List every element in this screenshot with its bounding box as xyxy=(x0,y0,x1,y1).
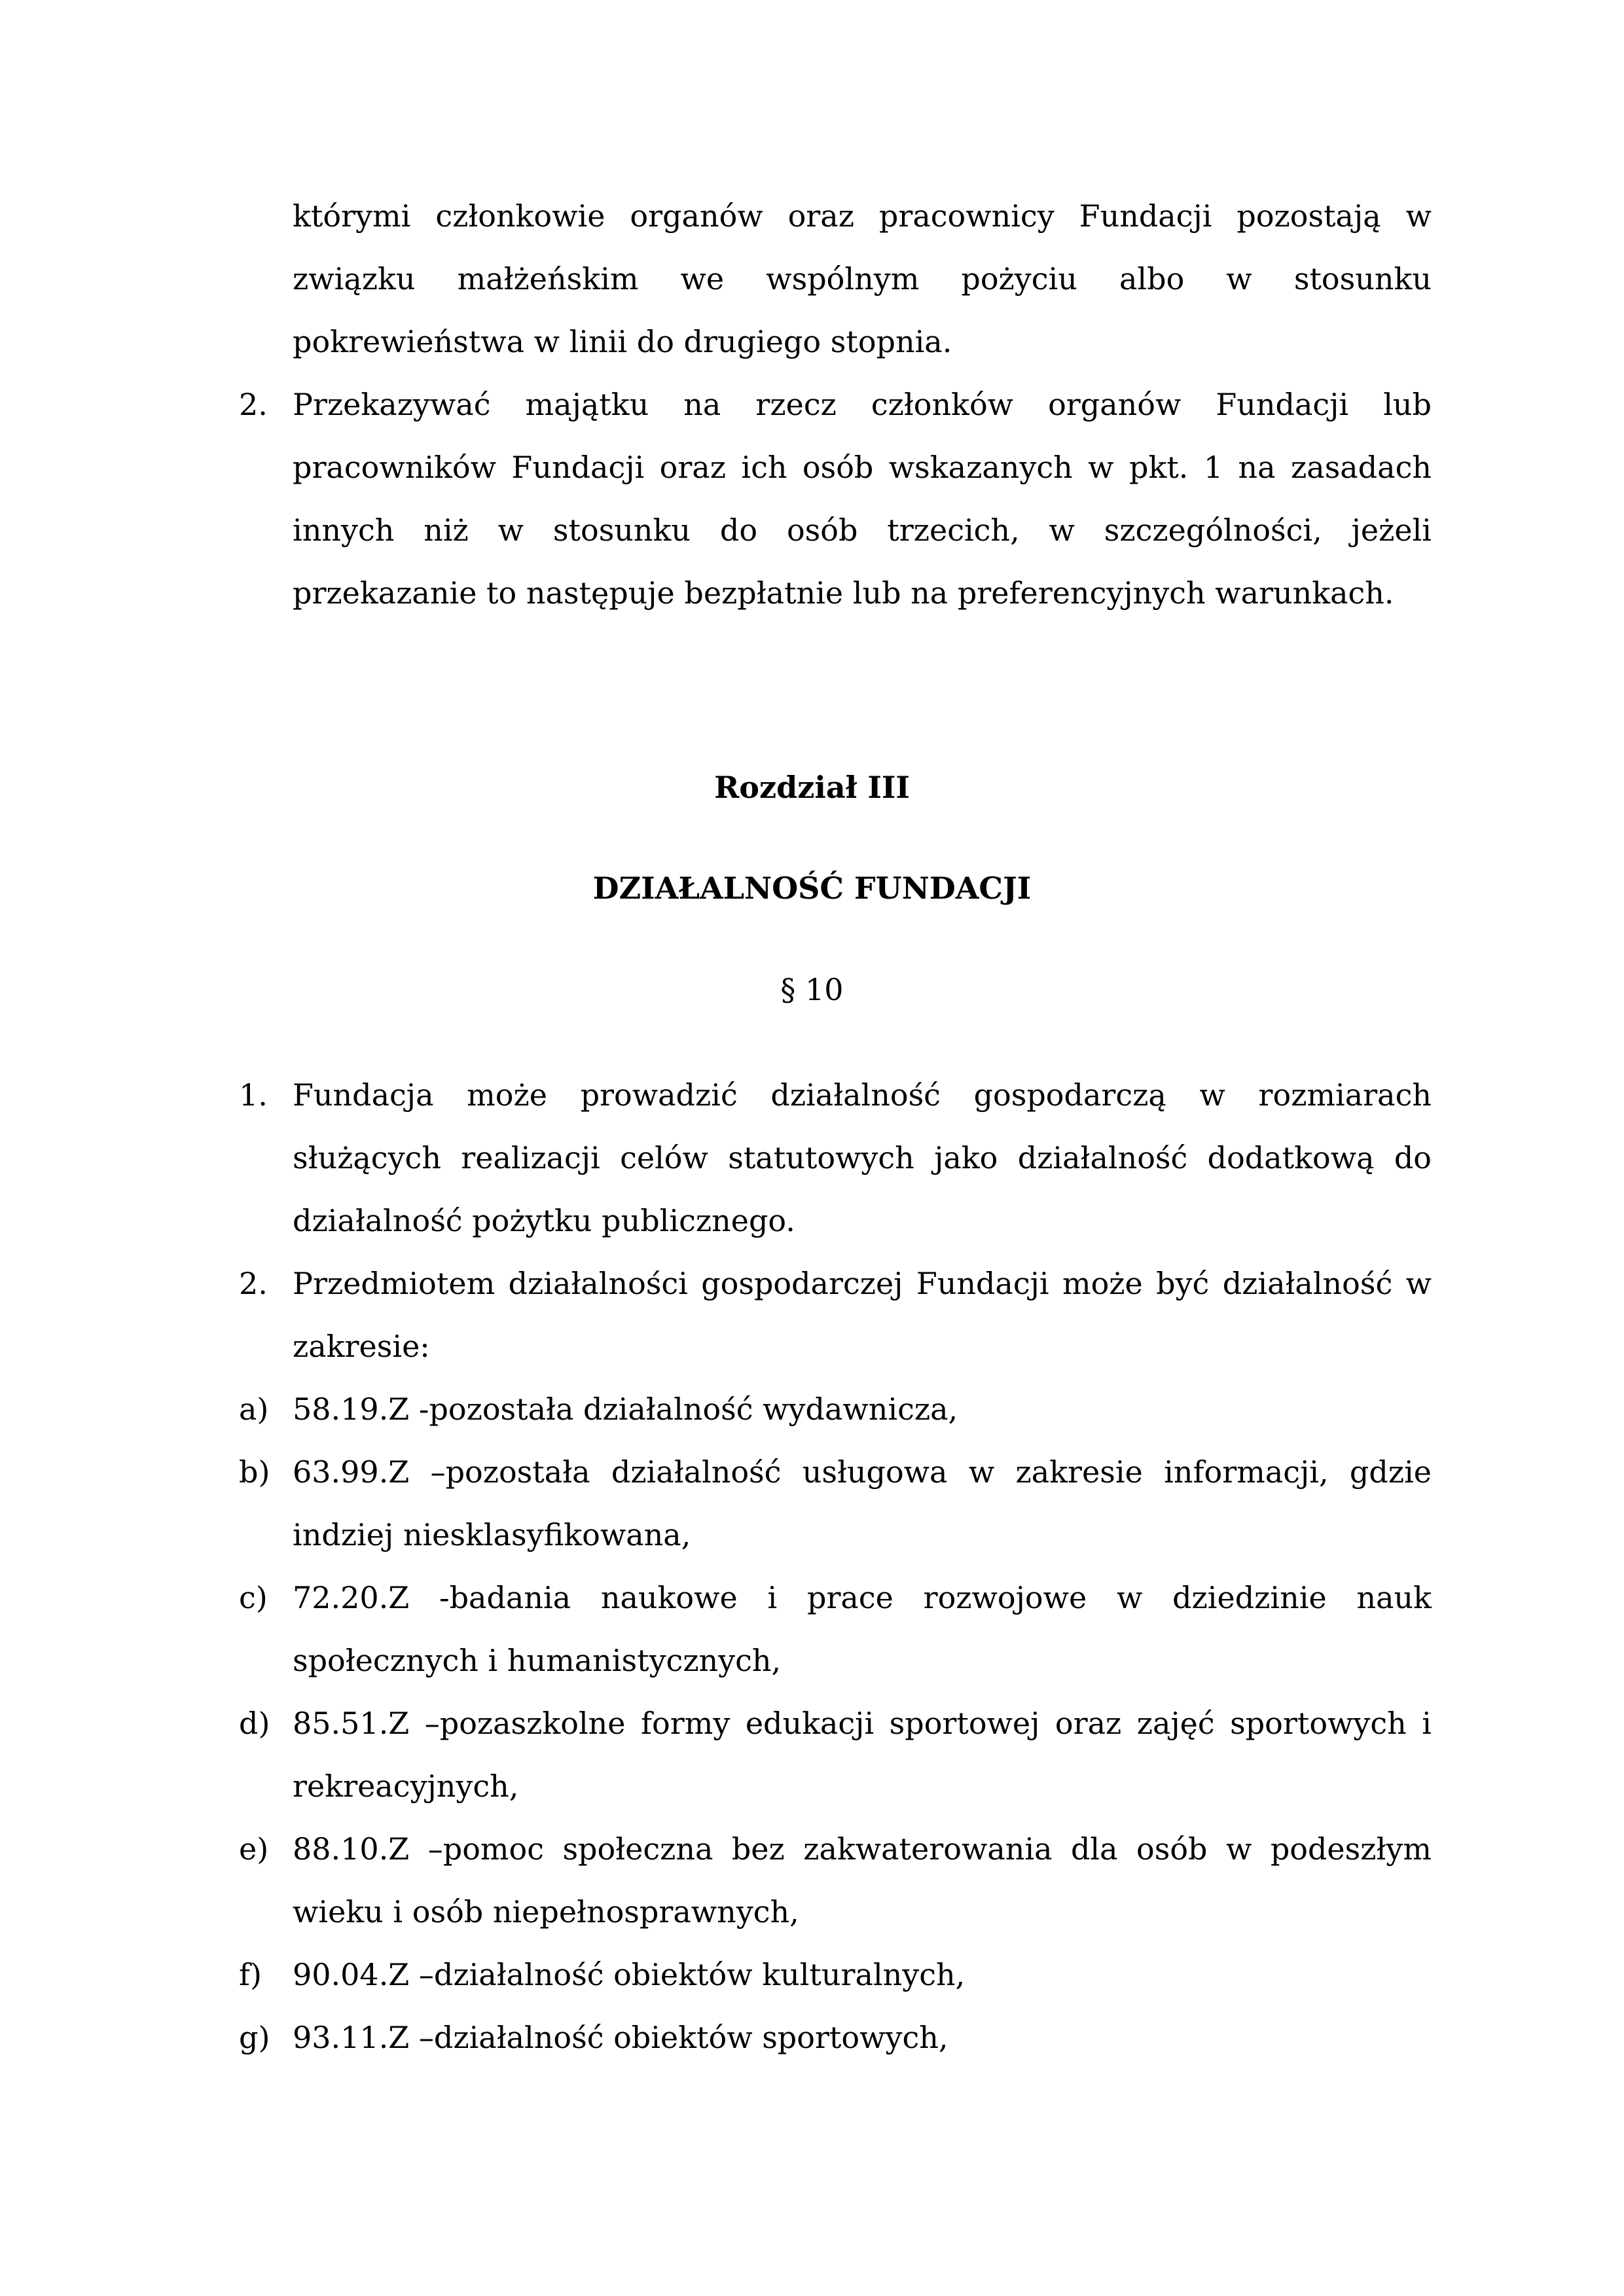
letter-item-c xyxy=(0,1566,1432,1692)
list-item-marker: c) xyxy=(239,1580,268,1615)
list-item-marker: b) xyxy=(239,1454,270,1490)
letter-item-g xyxy=(0,2006,1432,2069)
list-item xyxy=(0,373,1432,624)
chapter-title: Rozdział III xyxy=(714,770,910,805)
list-item-text: Fundacja może prowadzić działalność gospodarczą w rozmiarach służących realizacji celów statutowych jako działalność dodatkową do działalność pożytku publicznego. xyxy=(293,1077,1432,1238)
list-item-text: 85.51.Z –pozaszkolne formy edukacji sportowej oraz zajęć sportowych i rekreacyjnych, xyxy=(293,1706,1432,1804)
list-item-marker: e) xyxy=(239,1831,269,1867)
continued-text-line-1: którymi członkowie organów oraz pracownicy Fundacji pozostają w xyxy=(293,198,1432,234)
list-item-text: 72.20.Z -badania naukowe i prace rozwojowe w dziedzinie nauk społecznych i humanistycznych, xyxy=(293,1580,1432,1678)
list-item-text: 58.19.Z -pozostała działalność wydawnicza, xyxy=(293,1391,958,1427)
continued-text-line-2: związku małżeńskim we wspólnym pożyciu albo w stosunku xyxy=(293,261,1432,296)
letter-item-a xyxy=(0,1378,1432,1441)
letter-item-d xyxy=(0,1692,1432,1818)
list-item-marker: 2. xyxy=(239,387,268,422)
continued-text-line-3: pokrewieństwa w linii do drugiego stopnia. xyxy=(293,324,952,359)
list-item-marker: d) xyxy=(239,1706,270,1741)
list-item-marker: f) xyxy=(239,1957,262,1992)
list-item-text: 90.04.Z –działalność obiektów kulturalnych, xyxy=(293,1957,965,1992)
list-item-text: 88.10.Z –pomoc społeczna bez zakwaterowania dla osób w podeszłym wieku i osób niepełnosprawnych, xyxy=(293,1831,1432,1929)
list-item-text: 63.99.Z –pozostała działalność usługowa w zakresie informacji, gdzie indziej niesklasyfikowana, xyxy=(293,1454,1432,1552)
list-item-marker: a) xyxy=(239,1391,269,1427)
letter-item-b xyxy=(0,1441,1432,1566)
list-item-marker: g) xyxy=(239,2020,270,2055)
section-10-list xyxy=(0,1064,1624,2069)
list-item-text: Przedmiotem działalności gospodarczej Fundacji może być działalność w zakresie: xyxy=(293,1266,1432,1364)
continued-list xyxy=(0,185,1624,624)
chapter-subtitle: DZIAŁALNOŚĆ FUNDACJI xyxy=(592,870,1032,906)
list-item-marker: 1. xyxy=(239,1077,268,1113)
letter-item-e xyxy=(0,1818,1432,1943)
list-item-text: 93.11.Z –działalność obiektów sportowych, xyxy=(293,2020,948,2055)
list-item-text: Przekazywać majątku na rzecz członków organów Fundacji lub pracowników Fundacji oraz ich osób wskazanych w pkt. 1 na zasadach innych niż w stosunku do osób trzecich, w szczególności, jeżeli przekazanie to następuje bezpłatnie lub na preferencyjnych warunkach. xyxy=(293,387,1432,611)
letter-item-f xyxy=(0,1943,1432,2006)
list-item-marker: 2. xyxy=(239,1266,268,1301)
paragraph-number: § 10 xyxy=(780,972,844,1007)
list-item xyxy=(0,1252,1432,1378)
list-item xyxy=(0,1064,1432,1252)
